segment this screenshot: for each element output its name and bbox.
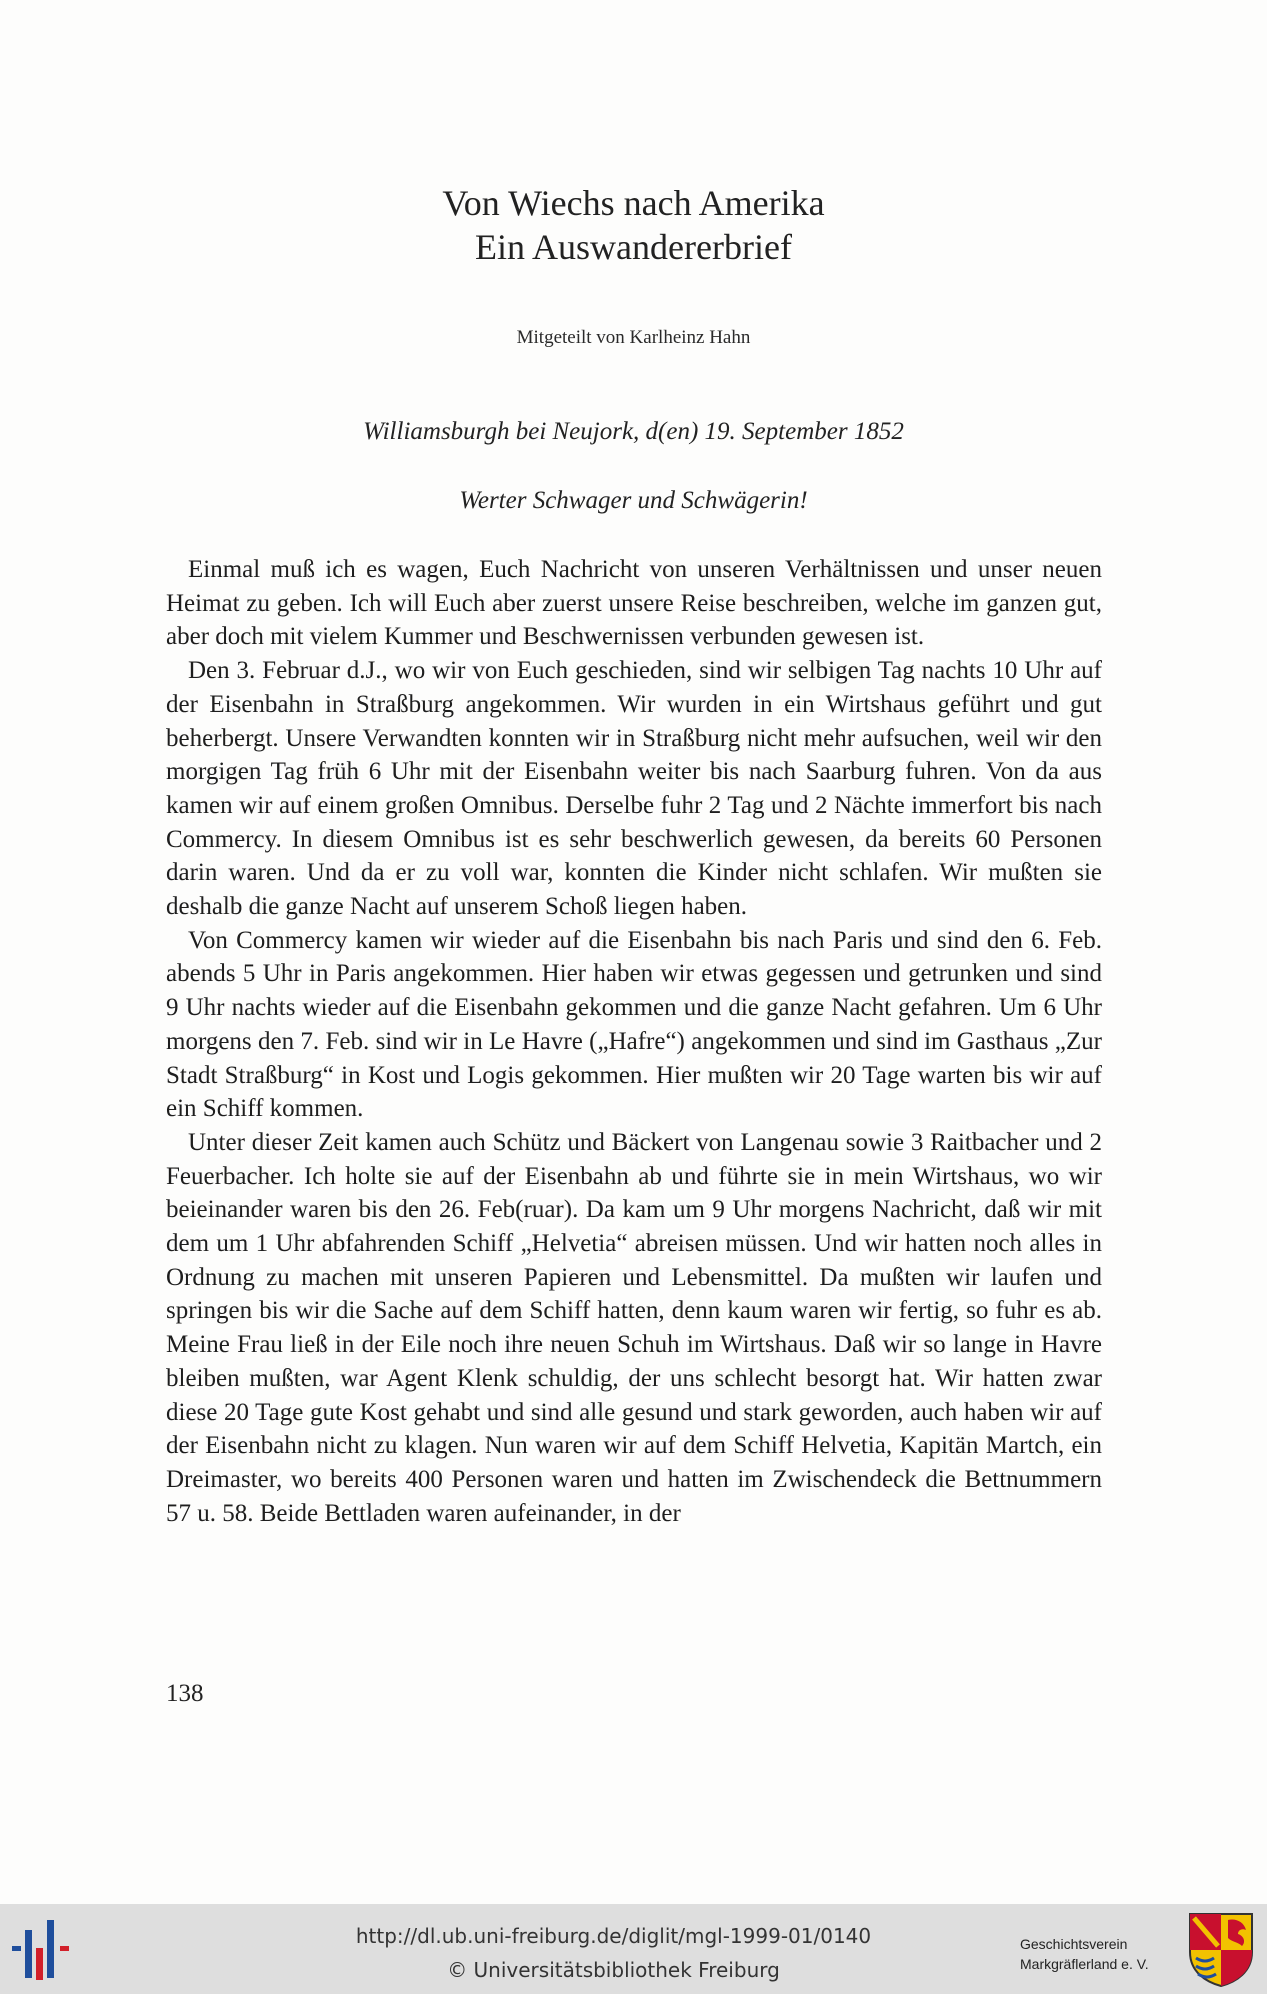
- letter-body: [166, 553, 1102, 1530]
- paragraph: Von Commercy kamen wir wieder auf die Eisenbahn bis nach Paris und sind den 6. Feb. abends 5 Uhr in Paris angekommen. Hier haben wir etwas gegessen und getrunken und sind 9 Uhr nachts wieder auf die Eisenbahn gekommen und die ganze Nacht gefahren. Um 6 Uhr morgens den 7. Feb. sind wir in Le Havre („Hafre“) angekommen und sind im Gasthaus „Zur Stadt Straßburg“ in Kost und Logis gekommen. Hier mußten wir 20 Tage warten bis wir auf ein Schiff kommen.: [166, 926, 1102, 1123]
- article-title-line-1: Von Wiechs nach Amerika: [442, 183, 825, 223]
- letter-dateline: Williamsburgh bei Neujork, d(en) 19. September 1852: [363, 418, 904, 445]
- society-name-line-1: Geschichtsverein: [1020, 1936, 1128, 1952]
- article-title-line-2: Ein Auswandererbrief: [475, 227, 792, 267]
- viewer-footer: [0, 1904, 1267, 1994]
- coat-of-arms-icon[interactable]: [1188, 1912, 1254, 1988]
- paragraph: Unter dieser Zeit kamen auch Schütz und Bäckert von Langenau sowie 3 Raitbacher und 2 Feuerbacher. Ich holte sie auf der Eisenbahn ab und führte sie in mein Wirtshaus, wo wir beieinander waren bis den 26. Feb(ruar). Da kam um 9 Uhr morgens Nachricht, daß wir mit dem um 1 Uhr abfahrenden Schiff „Helvetia“ abreisen müssen. Und wir hatten noch alles in Ordnung zu machen mit unseren Papieren und Lebensmittel. Da mußten wir laufen und springen bis wir die Sache auf dem Schiff hatten, denn kaum waren wir fertig, so fuhr es ab. Meine Frau ließ in der Eile noch ihre neuen Schuh im Wirtshaus. Daß wir so lange in Havre bleiben mußten, war Agent Klenk schuldig, der uns schlecht besorgt hat. Wir hatten zwar diese 20 Tage gute Kost gehabt und sind alle gesund und stark geworden, auch haben wir auf der Eisenbahn nicht zu klagen. Nun waren wir auf dem Schiff Helvetia, Kapitän Martch, ein Dreimaster, wo bereits 400 Personen waren und hatten im Zwischendeck die Bettnummern 57 u. 58. Beide Bettladen waren aufeinander, in der: [166, 1128, 1102, 1527]
- copyright-notice: © Universitätsbibliothek Freiburg: [447, 1958, 780, 1982]
- article-byline: Mitgeteilt von Karlheinz Hahn: [516, 327, 751, 348]
- document-url[interactable]: http://dl.ub.uni-freiburg.de/diglit/mgl-1999-01/0140: [355, 1924, 872, 1948]
- paragraph: Den 3. Februar d.J., wo wir von Euch geschieden, sind wir selbigen Tag nachts 10 Uhr auf der Eisenbahn in Straßburg angekommen. Wir wurden in ein Wirtshaus geführt und gut beherbergt. Unsere Verwandten konnten wir in Straßburg nicht mehr aufsuchen, weil wir den morgigen Tag früh 6 Uhr mit der Eisenbahn weiter bis nach Saarburg fuhren. Von da aus kamen wir auf einem großen Omnibus. Derselbe fuhr 2 Tag und 2 Nächte immerfort bis nach Commercy. In diesem Omnibus ist es sehr beschwerlich gewesen, da bereits 60 Personen darin waren. Und da er zu voll war, konnten die Kinder nicht schlafen. Wir mußten sie deshalb die ganze Nacht auf unserem Schoß liegen haben.: [166, 657, 1102, 921]
- letter-salutation: Werter Schwager und Schwägerin!: [459, 487, 808, 514]
- society-name: [1020, 1934, 1170, 1974]
- society-name-line-2: Markgräflerland e. V.: [1020, 1956, 1149, 1972]
- paragraph: Einmal muß ich es wagen, Euch Nachricht von unseren Verhältnissen und unser neuen Heimat zu geben. Ich will Euch aber zuerst unsere Reise beschreiben, welche im ganzen gut, aber doch mit vielem Kummer und Beschwernissen verbunden gewesen ist.: [166, 556, 1102, 651]
- page-number: 138: [166, 1680, 204, 1707]
